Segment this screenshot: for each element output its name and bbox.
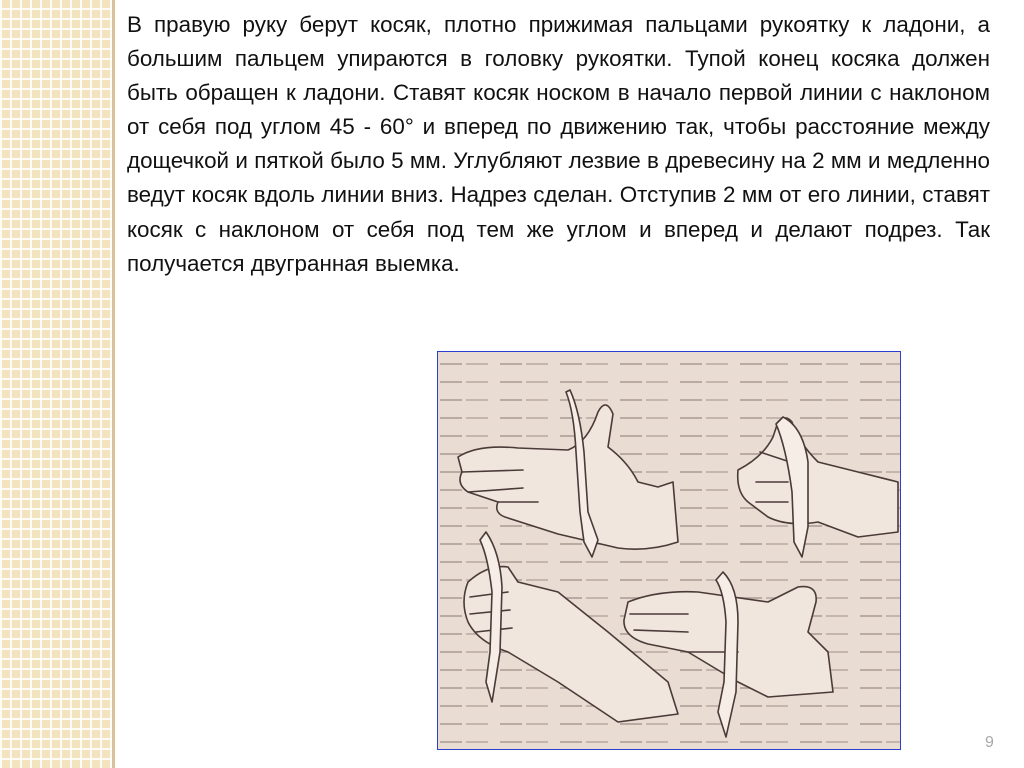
knife-grip-illustration [437, 351, 901, 750]
instruction-paragraph: В правую руку берут косяк, плотно прижимая пальцами рукоятку к ладони, а большим пальцем упираются в головку рукоятки. Тупой конец косяка должен быть обращен к ладони. Ставят косяк носком в начало первой линии с наклоном от себя под углом 45 - 60° и вперед по движению так, чтобы расстояние между дощечкой и пяткой было 5 мм. Углубляют лезвие в древесину на 2 мм и медленно ведут косяк вдоль линии вниз. Надрез сделан. Отступив 2 мм от его линии, ставят косяк с наклоном от себя под тем же углом и вперед и делают подрез. Так получается двугранная выемка. [127, 12, 990, 276]
page-number: 9 [985, 734, 994, 751]
left-panel-border [112, 0, 115, 768]
hand-knife-illustration-icon [438, 352, 900, 749]
left-decorative-panel [0, 0, 112, 768]
